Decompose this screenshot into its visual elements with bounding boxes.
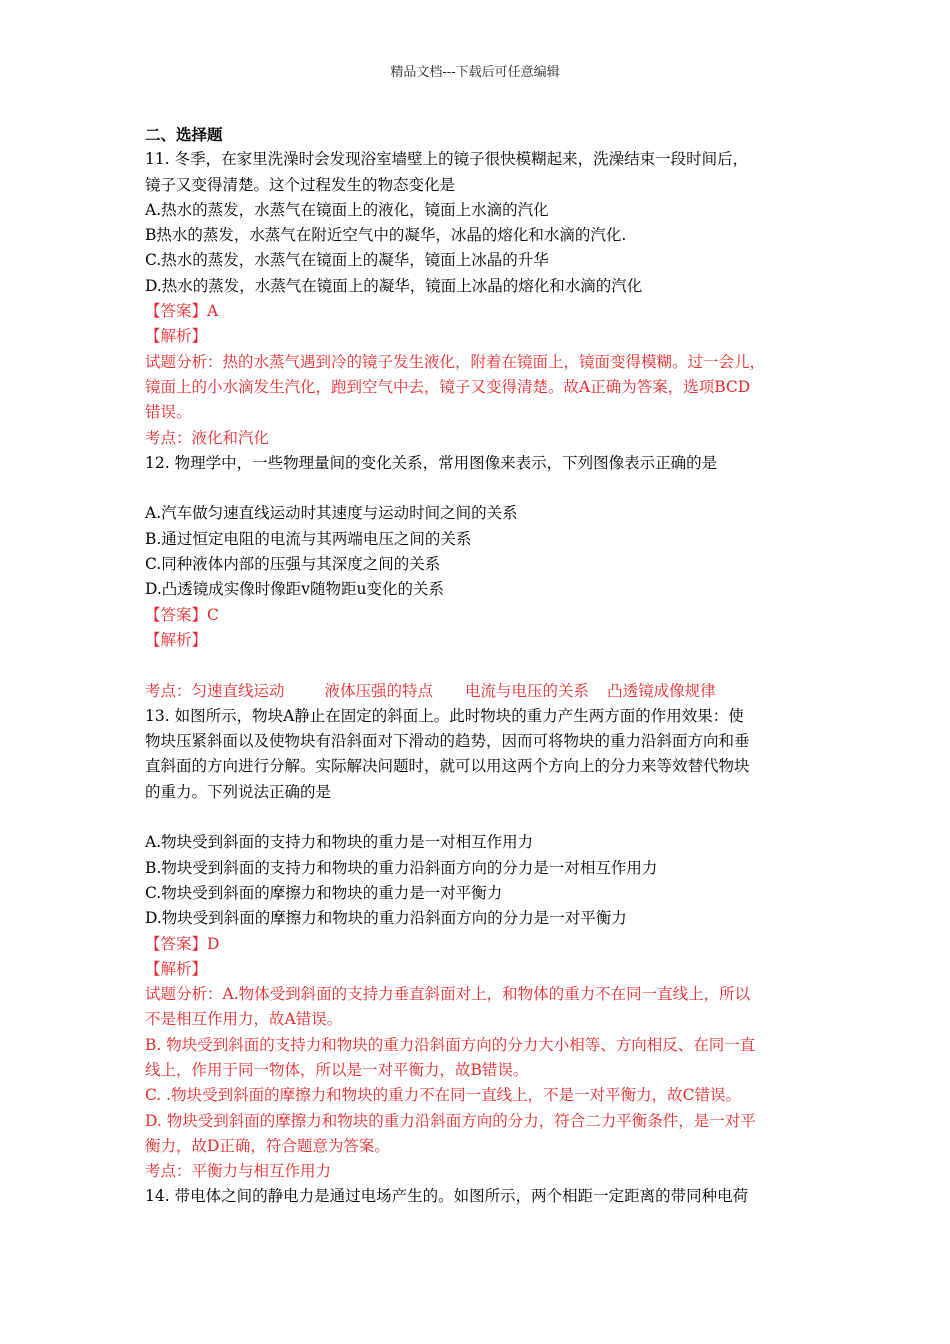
- q13-analysis-line: 试题分析：A.物体受到斜面的支持力垂直斜面对上，和物体的重力不在同一直线上，所以: [145, 985, 751, 1004]
- q12-kaodian-item: 电流与电压的关系: [465, 681, 590, 700]
- section-title: 二、选择题: [145, 125, 223, 144]
- q12-option-b: B.通过恒定电阻的电流与其两端电压之间的关系: [145, 529, 472, 548]
- q11-option-b: B热水的蒸发，水蒸气在附近空气中的凝华，冰晶的熔化和水滴的汽化.: [145, 226, 627, 245]
- q13-option-a: A.物块受到斜面的支持力和物块的重力是一对相互作用力: [145, 833, 534, 852]
- q11-analysis-line: 镜面上的小水滴发生汽化，跑到空气中去，镜子又变得清楚。故A正确为答案，选项BCD: [145, 377, 751, 396]
- q13-stem-line: 直斜面的方向进行分解。实际解决问题时，就可以用这两个方向上的分力来等效替代物块: [145, 757, 750, 776]
- q12-kaodian-label: 考点：: [145, 681, 192, 700]
- q11-analysis-label: 【解析】: [145, 327, 208, 346]
- q13-analysis-line: 不是相互作用力，故A错误。: [145, 1010, 343, 1029]
- q13-stem-line: 13. 如图所示，物块A静止在固定的斜面上。此时物块的重力产生两方面的作用效果：使: [145, 706, 744, 725]
- q11-stem-line: 11. 冬季，在家里洗澡时会发现浴室墙壁上的镜子很快模糊起来，洗澡结束一段时间后，: [145, 150, 749, 169]
- q12-stem: 12. 物理学中，一些物理量间的变化关系，常用图像来表示，下列图像表示正确的是: [145, 453, 718, 472]
- q12-option-a: A.汽车做匀速直线运动时其速度与运动时间之间的关系: [145, 504, 518, 523]
- q12-option-d: D.凸透镜成实像时像距v随物距u变化的关系: [145, 580, 445, 599]
- q11-option-d: D.热水的蒸发，水蒸气在镜面上的凝华，镜面上冰晶的熔化和水滴的汽化: [145, 276, 643, 295]
- q13-option-d: D.物块受到斜面的摩擦力和物块的重力沿斜面方向的分力是一对平衡力: [145, 909, 627, 928]
- q12-option-c: C.同种液体内部的压强与其深度之间的关系: [145, 555, 441, 574]
- q12-figure-gap: [145, 476, 815, 501]
- q13-stem-line: 物块压紧斜面以及使物块有沿斜面对下滑动的趋势，因而可将物块的重力沿斜面方向和垂: [145, 732, 750, 751]
- q11-option-c: C.热水的蒸发，水蒸气在镜面上的凝华，镜面上冰晶的升华: [145, 251, 549, 270]
- q13-analysis-line: 衡力，故D正确，符合题意为答案。: [145, 1136, 390, 1155]
- q11-kaodian: 考点：液化和汽化: [145, 428, 270, 447]
- q13-option-c: C.物块受到斜面的摩擦力和物块的重力是一对平衡力: [145, 883, 503, 902]
- page-header: 精品文档---下载后可任意编辑: [390, 65, 560, 80]
- q11-option-a: A.热水的蒸发，水蒸气在镜面上的液化，镜面上水滴的汽化: [145, 200, 549, 219]
- q12-kaodian-item: 凸透镜成像规律: [607, 681, 716, 700]
- q13-analysis-label: 【解析】: [145, 959, 208, 978]
- q13-analysis-line: B. 物块受到斜面的支持力和物块的重力沿斜面方向的分力大小相等、方向相反、在同一直: [145, 1035, 756, 1054]
- q14-stem: 14. 带电体之间的静电力是通过电场产生的。如图所示，两个相距一定距离的带同种电荷: [145, 1187, 749, 1206]
- q11-analysis-line: 试题分析：热的水蒸气遇到冷的镜子发生液化，附着在镜面上，镜面变得模糊。过一会儿，: [145, 352, 766, 371]
- q13-analysis-line: C. .物块受到斜面的摩擦力和物块的重力不在同一直线上，不是一对平衡力，故C错误。: [145, 1086, 741, 1105]
- q12-analysis-gap: [145, 653, 815, 678]
- q13-analysis-line: 线上，作用于同一物体，所以是一对平衡力，故B错误。: [145, 1060, 529, 1079]
- q11-stem-line: 镜子又变得清楚。这个过程发生的物态变化是: [145, 175, 456, 194]
- q12-analysis-label: 【解析】: [145, 630, 208, 649]
- q13-answer: 【答案】D: [145, 934, 220, 953]
- q12-answer: 【答案】C: [145, 605, 219, 624]
- q11-answer: 【答案】A: [145, 302, 219, 321]
- q12-kaodian-item: 液体压强的特点: [324, 681, 434, 700]
- q12-kaodian: [145, 679, 815, 704]
- q12-kaodian-item: 匀速直线运动: [191, 681, 285, 700]
- q13-option-b: B.物块受到斜面的支持力和物块的重力沿斜面方向的分力是一对相互作用力: [145, 858, 658, 877]
- document-body: [145, 122, 815, 1210]
- q13-analysis-line: D. 物块受到斜面的摩擦力和物块的重力沿斜面方向的分力，符合二力平衡条件，是一对平: [145, 1111, 756, 1130]
- q13-kaodian: 考点：平衡力与相互作用力: [145, 1162, 332, 1181]
- q11-analysis-line: 错误。: [145, 403, 192, 422]
- q13-figure-gap: [145, 805, 815, 830]
- q13-stem-line: 的重力。下列说法正确的是: [145, 782, 332, 801]
